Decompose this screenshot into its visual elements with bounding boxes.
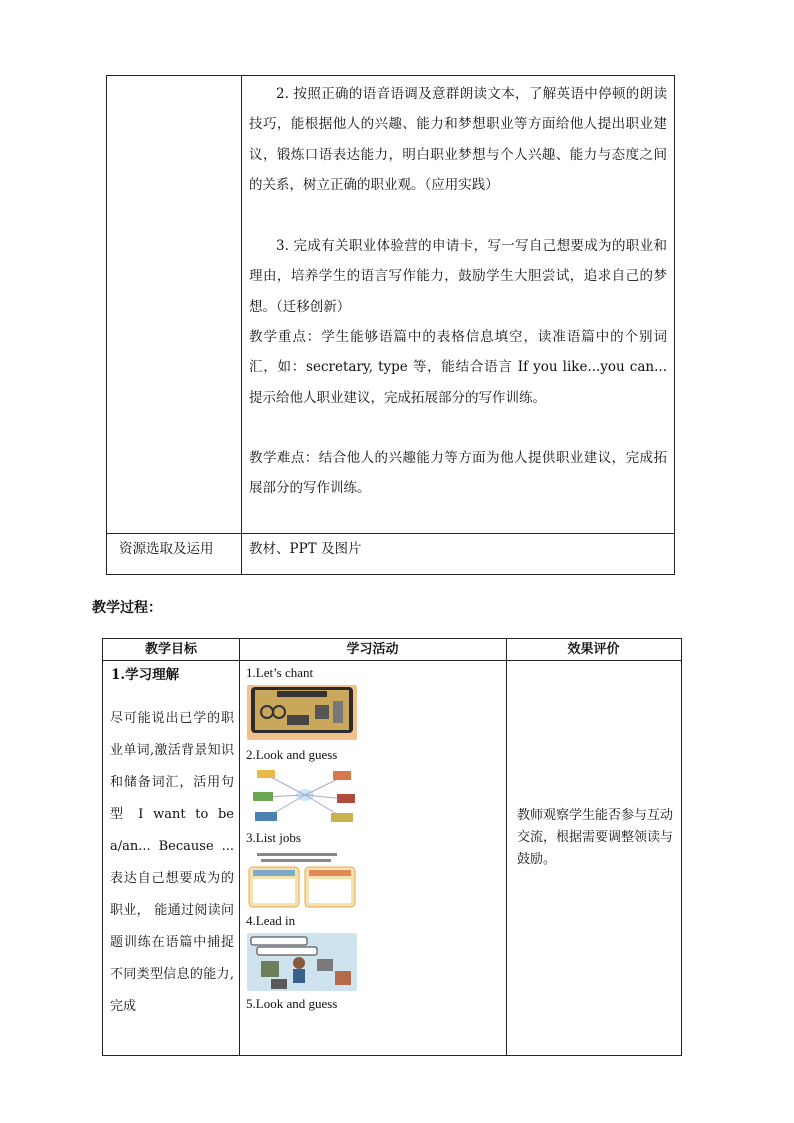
- header-activity: 学习活动: [346, 642, 399, 657]
- resources-label: 资源选取及运用: [119, 541, 214, 557]
- list-jobs-thumbnail: [247, 851, 357, 909]
- row-divider: [107, 533, 674, 534]
- column-divider-2: [506, 639, 507, 1055]
- lead-in-thumbnail: [247, 933, 357, 991]
- goal-description: 尽可能说出已学的职业单词,激活背景知识和储备词汇，活用句型 I want to be a/an... Because ...表达自己想要成为的职业， 能通过阅读问题训练在语篇中捕捉不同类型信息的能力,完成: [110, 711, 234, 1014]
- goal-title: 1.学习理解: [111, 667, 180, 683]
- activity-3-label: 3.List jobs: [246, 830, 301, 845]
- resources-value: 教材、PPT 及图片: [249, 541, 362, 557]
- process-title: 教学过程：: [92, 600, 162, 616]
- activity-5-label: 5.Look and guess: [246, 996, 338, 1011]
- header-evaluation: 效果评价: [567, 642, 620, 657]
- header-goal: 教学目标: [144, 642, 197, 657]
- column-divider-1: [239, 639, 240, 1055]
- key-points-paragraph: 教学重点：学生能够语篇中的表格信息填空，读准语篇中的个别词汇，如：secretary, type 等，能结合语言 If you like...you can... 提示给他人职业建议，完成拓展部分的写作训练。: [249, 329, 667, 406]
- header-divider: [103, 660, 681, 661]
- activity-4-label: 4.Lead in: [246, 913, 296, 928]
- objectives-table: [106, 75, 675, 575]
- activity-2-label: 2.Look and guess: [246, 747, 338, 762]
- objective-paragraph-2: 2. 按照正确的语音语调及意群朗读文本，了解英语中停顿的朗读技巧，能根据他人的兴趣、能力和梦想职业等方面给他人提出职业建议，锻炼口语表达能力，明白职业梦想与个人兴趣、能力与态度之间的关系，树立正确的职业观。（应用实践）: [249, 86, 667, 194]
- evaluation-text: 教师观察学生能否参与互动交流，根据需要调整领读与鼓励。: [517, 808, 674, 867]
- activity-1-label: 1.Let’s chant: [246, 665, 314, 680]
- objective-paragraph-3: 3. 完成有关职业体验营的申请卡，写一写自己想要成为的职业和理由，培养学生的语言写作能力，鼓励学生大胆尝试，追求自己的梦想。（迁移创新）: [249, 238, 667, 315]
- jobs-mindmap-thumbnail: [247, 767, 361, 825]
- column-divider: [241, 76, 242, 574]
- chant-thumbnail: [247, 685, 357, 740]
- process-table: [102, 638, 682, 1056]
- difficulties-paragraph: 教学难点：结合他人的兴趣能力等方面为他人提供职业建议，完成拓展部分的写作训练。: [249, 450, 667, 497]
